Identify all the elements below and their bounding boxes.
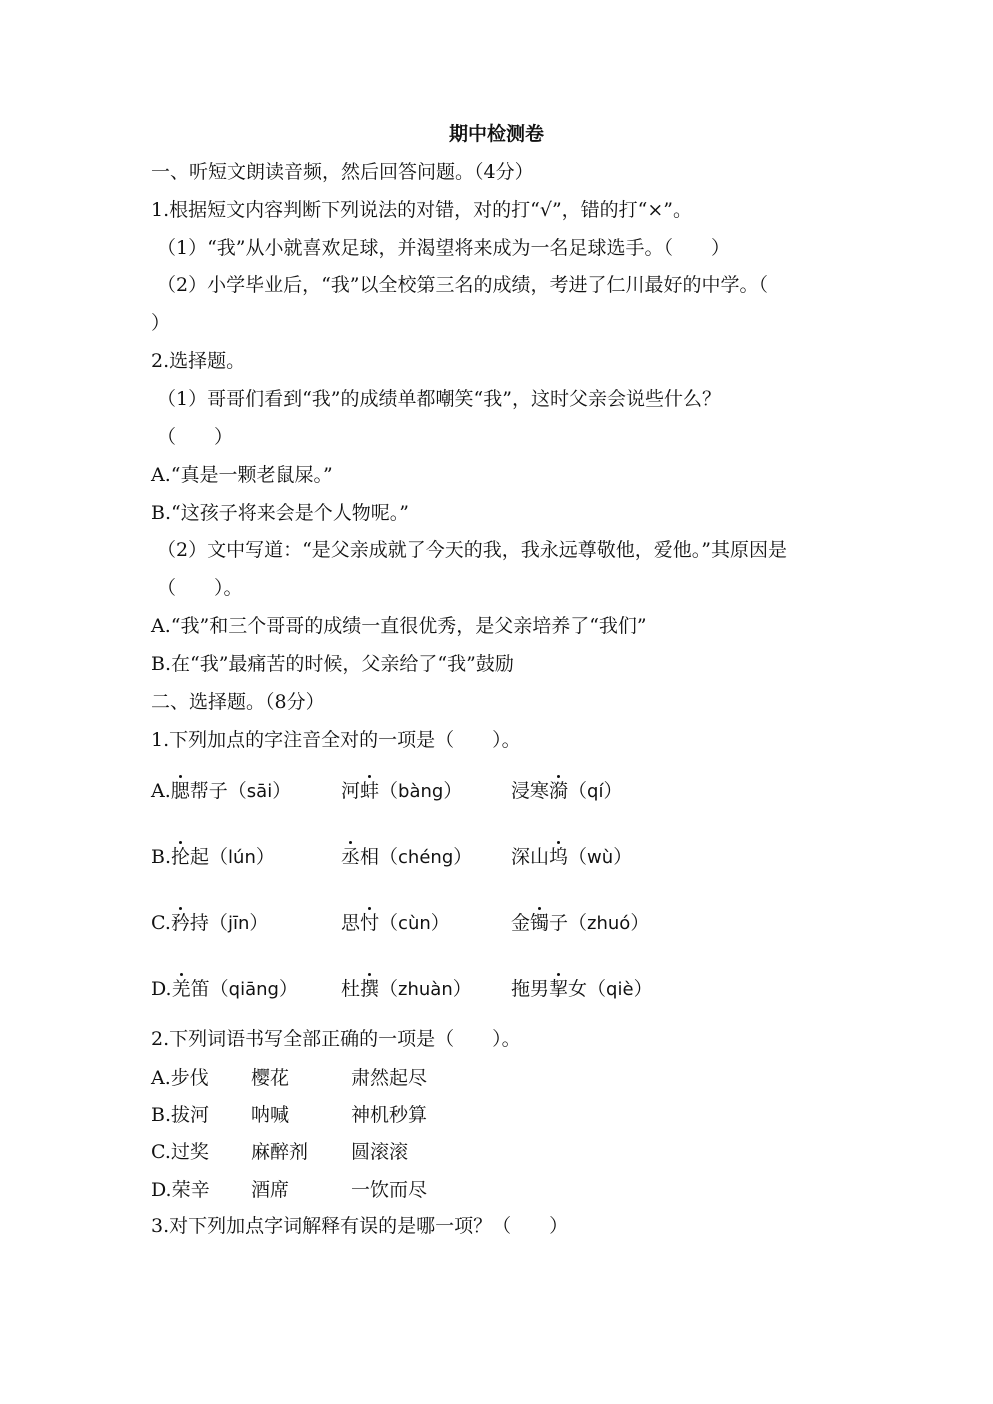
- pinyin-col2: 杜撰（zhuàn）: [341, 978, 472, 1000]
- s1-q2-item2-option-a: A.“我”和三个哥哥的成绩一直很优秀，是父亲培养了“我们”: [151, 615, 647, 637]
- s2-q1-stem: 1.下列加点的字注音全对的一项是（ ）。: [151, 729, 521, 751]
- s1-q2-stem: 2.选择题。: [151, 350, 246, 372]
- page-title: 期中检测卷: [448, 123, 544, 145]
- s1-q1-item1: （1）“我”从小就喜欢足球，并渴望将来成为一名足球选手。（ ）: [157, 237, 731, 259]
- word-2: 樱花: [251, 1067, 290, 1089]
- s1-q2-item1: （1）哥哥们看到“我”的成绩单都嘲笑“我”，这时父亲会说些什么？: [157, 388, 721, 410]
- word-3: 一饮而尽: [351, 1179, 428, 1201]
- dotted-char: 忖: [360, 912, 380, 934]
- dotted-char: 腮: [170, 780, 190, 802]
- dotted-char: 抡: [171, 846, 191, 868]
- word-3: 肃然起尽: [351, 1067, 428, 1089]
- section2-heading: 二、选择题。（8分）: [151, 691, 325, 713]
- dotted-char: 丞: [341, 846, 361, 868]
- word-2: 酒席: [251, 1179, 290, 1201]
- s1-q2-item2-option-b: B.在“我”最痛苦的时候，父亲给了“我”鼓励: [151, 653, 514, 675]
- pinyin-col2: 河蚌（bàng）: [341, 780, 463, 802]
- pinyin-col1: A.腮帮子（sāi）: [151, 780, 292, 802]
- word-1: D.荣辛: [151, 1179, 210, 1201]
- pinyin-col1: D.羌笛（qiāng）: [151, 978, 298, 1000]
- pinyin-col3: 拖男挈女（qiè）: [511, 978, 653, 1000]
- dotted-char: 挈: [549, 978, 569, 1000]
- dotted-char: 羌: [171, 978, 191, 1000]
- word-3: 圆滚滚: [351, 1141, 409, 1163]
- pinyin-col1: B.抡起（lún）: [151, 846, 275, 868]
- word-3: 神机秒算: [351, 1104, 428, 1126]
- pinyin-col1: C.矜持（jīn）: [151, 912, 269, 934]
- pinyin-col3: 浸寒漪（qí）: [511, 780, 623, 802]
- section1-heading: 一、听短文朗读音频，然后回答问题。（4分）: [151, 161, 534, 183]
- pinyin-col2: 丞相（chéng）: [341, 846, 473, 868]
- s1-q2-item1-cont: （ ）: [157, 426, 234, 448]
- s1-q2-item1-option-b: B.“这孩子将来会是个人物呢。”: [151, 502, 409, 524]
- pinyin-col3: 深山坞（wù）: [511, 846, 633, 868]
- word-1: C.过奖: [151, 1141, 209, 1163]
- s1-q1-item2: （2）小学毕业后，“我”以全校第三名的成绩，考进了仁川最好的中学。（: [157, 274, 769, 296]
- word-1: A.步伐: [151, 1067, 209, 1089]
- dotted-char: 矜: [170, 912, 190, 934]
- word-2: 麻醉剂: [251, 1141, 309, 1163]
- pinyin-col2: 思忖（cùn）: [341, 912, 450, 934]
- s1-q2-item1-option-a: A.“真是一颗老鼠屎。”: [151, 464, 333, 486]
- dotted-char: 漪: [549, 780, 569, 802]
- s1-q1-item2-cont: ）: [151, 312, 171, 334]
- dotted-char: 坞: [549, 846, 569, 868]
- word-2: 呐喊: [251, 1104, 290, 1126]
- s1-q1-stem: 1.根据短文内容判断下列说法的对错，对的打“√”，错的打“×”。: [151, 199, 693, 221]
- dotted-char: 镯: [530, 912, 550, 934]
- s1-q2-item2: （2）文中写道：“是父亲成就了今天的我，我永远尊敬他，爱他。”其原因是: [157, 539, 788, 561]
- s2-q2-stem: 2.下列词语书写全部正确的一项是（ ）。: [151, 1028, 521, 1050]
- s1-q2-item2-cont: （ ）。: [157, 577, 243, 599]
- pinyin-col3: 金镯子（zhuó）: [511, 912, 650, 934]
- s2-q3-stem: 3.对下列加点字词解释有误的是哪一项？（ ）: [151, 1215, 569, 1237]
- dotted-char: 撰: [360, 978, 380, 1000]
- word-1: B.拔河: [151, 1104, 210, 1126]
- dotted-char: 蚌: [360, 780, 380, 802]
